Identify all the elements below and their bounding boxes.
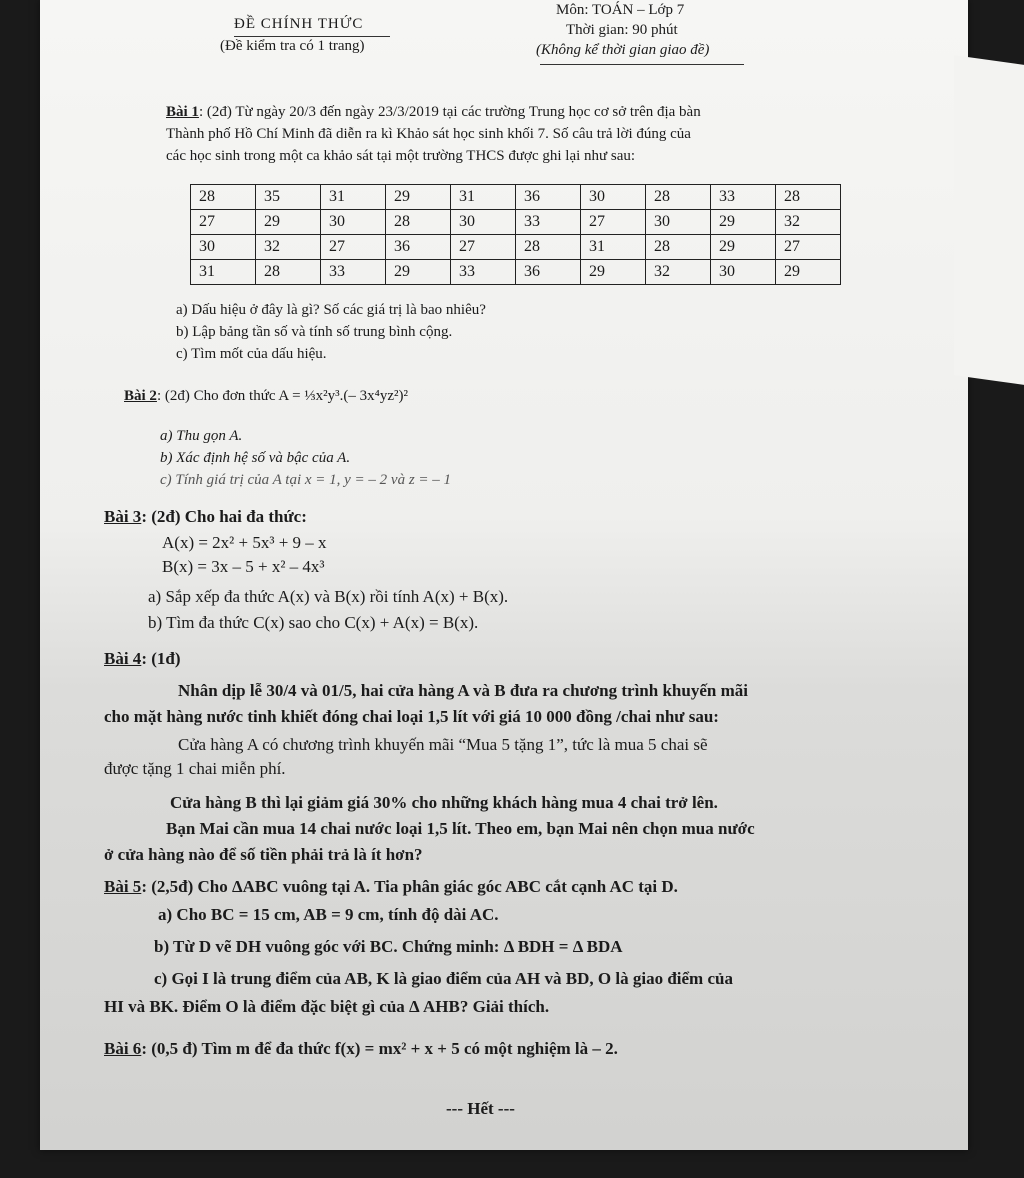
table-cell: 29 [776, 260, 841, 285]
bai4-p2b: được tặng 1 chai miễn phí. [104, 759, 286, 778]
table-cell: 36 [516, 185, 581, 210]
bai3-ax: A(x) = 2x² + 5x³ + 9 – x [162, 533, 327, 552]
bai1-a: a) Dấu hiệu ở đây là gì? Số các giá trị là bao nhiêu? [176, 302, 486, 318]
official-label: ĐỀ CHÍNH THỨC [234, 16, 364, 32]
table-cell: 28 [776, 185, 841, 210]
bai5-label: Bài 5 [104, 877, 142, 896]
table-cell: 32 [776, 210, 841, 235]
header-underline [540, 64, 744, 65]
table-cell: 29 [386, 185, 451, 210]
table-cell: 27 [581, 210, 646, 235]
footer-end: --- Hết --- [446, 1099, 515, 1118]
table-row [191, 235, 841, 260]
bai6-label: Bài 6 [104, 1039, 142, 1058]
data-table [190, 184, 841, 285]
bai5-c1: c) Gọi I là trung điểm của AB, K là giao điểm của AH và BD, O là giao điểm của [154, 969, 733, 988]
bai5-c2: HI và BK. Điểm O là điểm đặc biệt gì của Δ AHB? Giải thích. [104, 997, 550, 1016]
table-row [191, 185, 841, 210]
table-cell: 27 [321, 235, 386, 260]
subject: Môn: TOÁN – Lớp 7 [556, 2, 685, 18]
pages-note: (Đề kiểm tra có 1 trang) [220, 38, 365, 54]
table-row [191, 210, 841, 235]
bai4-p4b: ở cửa hàng nào để số tiền phải trả là ít hơn? [104, 845, 423, 864]
duration-note: (Không kể thời gian giao đề) [536, 42, 710, 58]
table-cell: 33 [451, 260, 516, 285]
bai3-b: b) Tìm đa thức C(x) sao cho C(x) + A(x) = B(x). [148, 613, 479, 632]
table-cell: 30 [646, 210, 711, 235]
table-cell: 31 [191, 260, 256, 285]
bai4-p4a: Bạn Mai cần mua 14 chai nước loại 1,5 lít. Theo em, bạn Mai nên chọn mua nước [166, 819, 755, 838]
table-cell: 27 [451, 235, 516, 260]
bai4-intro [104, 648, 181, 670]
table-cell: 35 [256, 185, 321, 210]
bai3-bx: B(x) = 3x – 5 + x² – 4x³ [162, 557, 325, 576]
bai4-p2a: Cửa hàng A có chương trình khuyến mãi “Mua 5 tặng 1”, tức là mua 5 chai sẽ [178, 735, 708, 754]
table-cell: 30 [191, 235, 256, 260]
bai2-b: b) Xác định hệ số và bậc của A. [160, 450, 351, 466]
table-cell: 28 [191, 185, 256, 210]
bai2-c: c) Tính giá trị của A tại x = 1, y = – 2 và z = – 1 [160, 472, 452, 488]
table-cell: 28 [516, 235, 581, 260]
table-cell: 31 [451, 185, 516, 210]
table-cell: 33 [321, 260, 386, 285]
table-cell: 28 [256, 260, 321, 285]
bai3-intro [104, 506, 307, 528]
bai2-label: Bài 2 [124, 388, 157, 404]
bai2-a: a) Thu gọn A. [160, 428, 243, 444]
bai4-p3: Cửa hàng B thì lại giảm giá 30% cho những khách hàng mua 4 chai trở lên. [170, 793, 718, 812]
table-cell: 36 [516, 260, 581, 285]
bai4-p1a: Nhân dịp lễ 30/4 và 01/5, hai cửa hàng A và B đưa ra chương trình khuyến mãi [178, 681, 748, 700]
bai2-text: : (2đ) Cho đơn thức A = ⅓x²y³.(– 3x⁴yz²)² [156, 388, 408, 404]
table-cell: 32 [256, 235, 321, 260]
duration: Thời gian: 90 phút [566, 22, 678, 38]
paper-fold [954, 55, 1024, 385]
table-cell: 30 [451, 210, 516, 235]
bai1-label: Bài 1 [166, 104, 199, 120]
table-cell: 29 [711, 210, 776, 235]
table-cell: 28 [646, 185, 711, 210]
table-cell: 30 [321, 210, 386, 235]
table-row [191, 260, 841, 285]
official-underline [234, 36, 390, 37]
table-cell: 29 [386, 260, 451, 285]
bai1-text: : (2đ) Từ ngày 20/3 đến ngày 23/3/2019 tại các trường Trung học cơ sở trên địa bàn [198, 104, 701, 120]
bai4-text: : (1đ) [141, 649, 181, 668]
table-cell: 29 [256, 210, 321, 235]
table-cell: 28 [646, 235, 711, 260]
bai3-label: Bài 3 [104, 507, 142, 526]
bai5-b: b) Từ D vẽ DH vuông góc với BC. Chứng minh: Δ BDH = Δ BDA [154, 937, 623, 956]
bai6-text: : (0,5 đ) Tìm m để đa thức f(x) = mx² + x + 5 có một nghiệm là – 2. [141, 1039, 618, 1058]
bai5-a: a) Cho BC = 15 cm, AB = 9 cm, tính độ dài AC. [158, 905, 499, 924]
table-cell: 32 [646, 260, 711, 285]
table-cell: 27 [191, 210, 256, 235]
bai1-line3: các học sinh trong một ca khảo sát tại một trường THCS được ghi lại như sau: [166, 148, 636, 164]
bai1-line2: Thành phố Hồ Chí Minh đã diễn ra kì Khảo sát học sinh khối 7. Số câu trả lời đúng của [166, 126, 691, 142]
bai2-intro [124, 386, 408, 406]
bai1-c: c) Tìm mốt của dấu hiệu. [176, 346, 327, 362]
table-cell: 29 [581, 260, 646, 285]
table-cell: 31 [581, 235, 646, 260]
table-cell: 33 [516, 210, 581, 235]
bai6-intro [104, 1038, 618, 1060]
bai3-text: : (2đ) Cho hai đa thức: [141, 507, 307, 526]
bai3-a: a) Sắp xếp đa thức A(x) và B(x) rồi tính A(x) + B(x). [148, 587, 509, 606]
table-cell: 28 [386, 210, 451, 235]
bai4-label: Bài 4 [104, 649, 142, 668]
bai1-b: b) Lập bảng tần số và tính số trung bình cộng. [176, 324, 453, 340]
bai5-intro [104, 876, 678, 898]
table-cell: 36 [386, 235, 451, 260]
table-cell: 30 [581, 185, 646, 210]
table-cell: 33 [711, 185, 776, 210]
bai4-p1b: cho mặt hàng nước tinh khiết đóng chai loại 1,5 lít với giá 10 000 đồng /chai như sau: [104, 707, 719, 726]
bai1-line1 [166, 102, 701, 122]
bai5-text: : (2,5đ) Cho ΔABC vuông tại A. Tia phân giác góc ABC cắt cạnh AC tại D. [141, 877, 678, 896]
table-cell: 27 [776, 235, 841, 260]
table-cell: 29 [711, 235, 776, 260]
table-cell: 30 [711, 260, 776, 285]
table-cell: 31 [321, 185, 386, 210]
